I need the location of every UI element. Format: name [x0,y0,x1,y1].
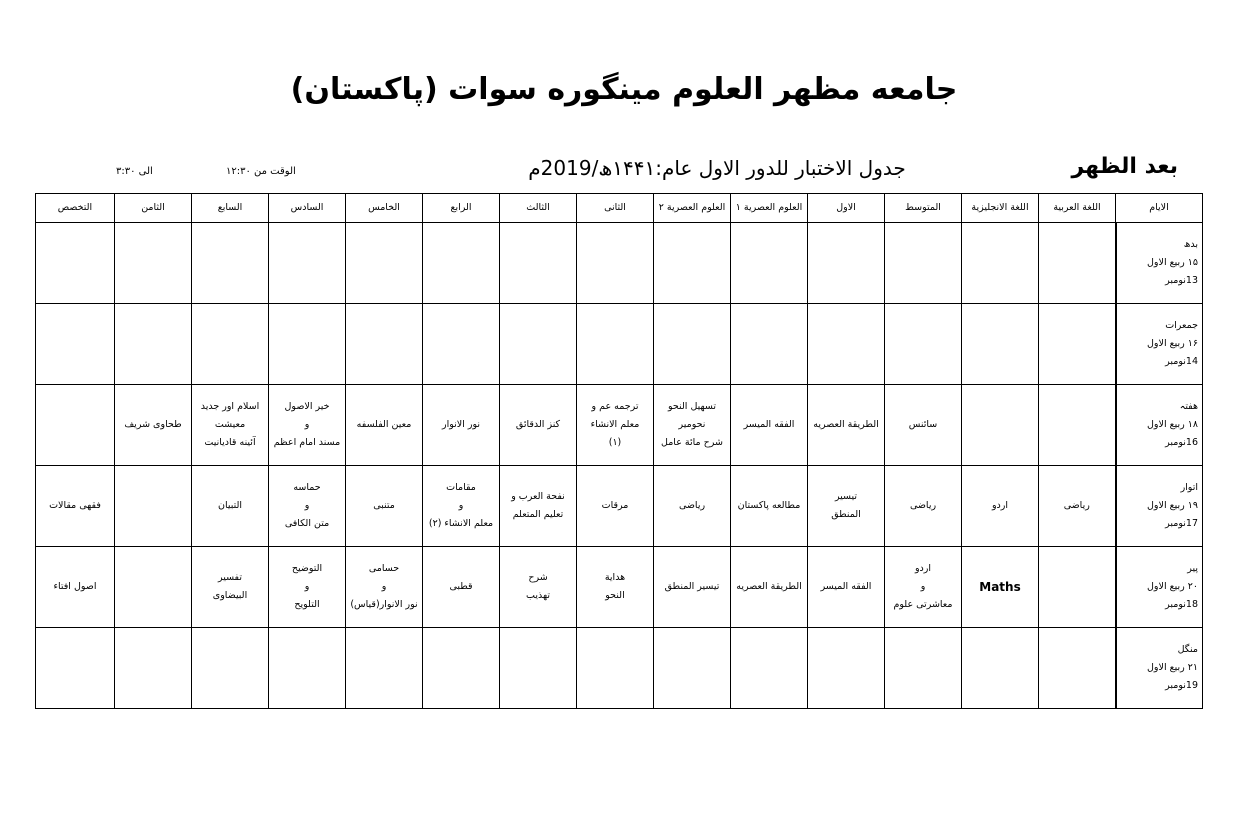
subject-line: تفسير [217,571,243,583]
subject-cell [500,304,577,385]
subject-cell [885,223,962,304]
subject-cell [36,466,115,547]
subject-line: و [920,580,926,592]
day-cell [1116,304,1203,385]
subject-cell [885,385,962,466]
subject-line: Maths [979,579,1021,594]
subject-cell [808,628,885,709]
column-header: الایام [1116,194,1203,223]
table-row [36,385,1203,466]
subject-line: نور الانوار [442,418,480,430]
subject-line: حماسه [293,481,321,493]
subject-cell [500,385,577,466]
subject-cell [269,385,346,466]
subject-line: اصول افتاء [53,580,97,592]
subject-cell [731,547,808,628]
day-line: ھفتہ [1179,400,1198,412]
subject-cell [500,547,577,628]
subject-cell [577,223,654,304]
subject-cell [731,385,808,466]
time-from: الوقت من ۱۲:۳۰ [226,166,296,177]
subject-line: الفقه الميسر [743,418,795,430]
subject-cell [115,466,192,547]
subject-line: حسامی [368,562,400,574]
subject-cell [962,223,1039,304]
subject-cell [654,547,731,628]
subject-cell [731,304,808,385]
subject-cell [808,466,885,547]
day-line: ۱۵ ربیع الاول [1147,256,1198,268]
subject-line: تسهيل النحو [667,400,717,412]
subject-cell [1039,628,1116,709]
day-line: 14نومبر [1165,356,1198,368]
subject-line: التبيان [217,499,242,511]
subject-cell [1039,385,1116,466]
subject-cell [808,547,885,628]
subject-cell [423,547,500,628]
subject-line: كنز الدقائق [515,418,561,430]
subject-cell [346,223,423,304]
column-header: المتوسط [885,194,962,223]
subject-line: معاشرتی علوم [893,599,953,611]
subject-line: مقامات [446,481,476,493]
subject-line: نفحة العرب و [511,490,565,502]
subject-cell [654,628,731,709]
day-line: ۱۹ ربیع الاول [1147,499,1198,511]
subject-cell [346,628,423,709]
day-cell [1116,628,1203,709]
subject-cell [731,466,808,547]
subject-line: الفقه الميسر [820,580,872,592]
schedule-title: جدول الاختبار للدور الاول عام:۱۴۴۱ھ/2019م [528,156,906,180]
column-header: السادس [269,194,346,223]
subject-cell [500,223,577,304]
subject-line: هداية [604,571,626,583]
subject-line: رياضی [909,499,937,511]
subject-cell [423,385,500,466]
column-header: اللغة العربية [1039,194,1116,223]
subject-cell [115,547,192,628]
subject-cell [654,223,731,304]
subject-line: مطالعه پاکستان [737,499,801,511]
subject-line: الطريقة العصريه [813,418,879,430]
column-header: الثانی [577,194,654,223]
subject-cell [115,304,192,385]
subject-line: اردو [991,499,1009,511]
subject-cell [269,466,346,547]
subject-cell [192,385,269,466]
subject-line: تهذيب [526,590,550,601]
table-row [36,304,1203,385]
subject-line: طحاوی شریف [124,418,182,430]
column-header: العلوم العصرية ۲ [654,194,731,223]
subject-cell [115,385,192,466]
subject-cell [962,466,1039,547]
subject-cell [423,466,500,547]
subject-line: نور الانوار(قياس) [350,599,418,611]
subject-cell [731,223,808,304]
session-label: بعد الظهر [1071,154,1178,179]
subject-line: مرقات [601,499,629,511]
column-header: الثالث [500,194,577,223]
subject-line: فقهی مقالات [49,499,101,511]
day-line: 17نومبر [1165,518,1198,530]
subject-cell [962,547,1039,628]
subject-line: و [304,580,310,592]
subject-line: ترجمه عم و [591,400,639,412]
subject-cell [423,628,500,709]
subject-cell [654,466,731,547]
day-line: بدھ [1183,238,1198,250]
subject-cell [577,628,654,709]
column-header: الرابع [423,194,500,223]
table-row [36,547,1203,628]
exam-schedule-table [35,193,1203,709]
subject-line: نحومير [678,418,706,430]
subject-line: و [458,499,464,511]
subject-cell [36,304,115,385]
subject-line: تيسير [834,490,858,502]
day-line: ۲۱ ربیع الاول [1147,661,1198,673]
subject-line: شرح [528,571,548,583]
day-line: ۱۸ ربیع الاول [1147,418,1198,430]
subject-cell [423,304,500,385]
subject-line: معيشت [214,418,246,430]
table-row [36,628,1203,709]
subject-cell [346,304,423,385]
day-line: 19نومبر [1165,680,1198,692]
subject-cell [1039,547,1116,628]
subject-cell [808,385,885,466]
subject-cell [269,628,346,709]
subject-line: النحو [605,590,625,601]
subject-line: متن الكافی [284,518,330,530]
day-line: 18نومبر [1165,599,1198,611]
column-header: الثامن [115,194,192,223]
page-title: جامعه مظهر العلوم مینگوره سوات (پاکستان) [290,72,958,107]
day-cell [1116,466,1203,547]
subject-cell [1039,223,1116,304]
subject-cell [269,304,346,385]
column-header: الاول [808,194,885,223]
subject-line: التلويح [294,599,320,611]
subject-line: رياضی [1063,499,1090,511]
subject-cell [962,628,1039,709]
subject-cell [1039,466,1116,547]
subject-cell [192,304,269,385]
table-row [36,223,1203,304]
subject-line: اسلام اور جديد [200,400,260,412]
subject-line: تعليم المتعلم [512,509,564,520]
subject-cell [115,628,192,709]
subject-cell [192,547,269,628]
subject-line: متنبی [373,499,395,511]
subject-line: تيسير المنطق [664,580,720,592]
column-header: اللغة الانجليزية [962,194,1039,223]
subject-cell [577,547,654,628]
subject-cell [269,547,346,628]
subject-line: التوضيح [291,562,323,574]
subject-cell [36,547,115,628]
table-row [36,466,1203,547]
subject-cell [192,223,269,304]
subject-line: خير الاصول [284,400,330,412]
subject-cell [269,223,346,304]
subject-cell [36,385,115,466]
subject-cell [962,385,1039,466]
subject-cell [885,628,962,709]
table-body [36,223,1203,709]
day-line: اتوار [1180,481,1198,493]
subject-cell [885,304,962,385]
subject-cell [423,223,500,304]
subject-cell [36,223,115,304]
day-line: ۲۰ ربیع الاول [1147,580,1198,592]
subject-line: المنطق [831,509,861,520]
day-line: جمعرات [1165,319,1198,331]
subject-cell [36,628,115,709]
subject-line: معين الفلسفه [356,418,412,430]
time-to: الی ۳:۳۰ [116,166,153,177]
subject-line: و [304,499,310,511]
subject-cell [192,628,269,709]
subject-cell [192,466,269,547]
subject-cell [346,547,423,628]
subject-cell [577,304,654,385]
subject-cell [346,466,423,547]
subject-cell [1039,304,1116,385]
subject-cell [500,466,577,547]
subject-cell [577,466,654,547]
day-line: پیر [1187,562,1198,574]
subject-line: شرح مائة عامل [661,437,723,449]
subject-line: اردو [914,562,932,574]
subject-line: آئينه قاديانيت [204,437,256,449]
header-row [36,194,1203,223]
subject-cell [808,223,885,304]
column-header: السابع [192,194,269,223]
subject-line: معلم الانشاء (۲) [428,518,494,530]
subject-cell [808,304,885,385]
subject-line: مسند امام اعظم [273,437,341,449]
subject-cell [885,547,962,628]
day-line: منگل [1177,643,1198,655]
subject-cell [654,385,731,466]
subject-line: معلم الانشاء [590,418,640,430]
day-line: ۱۶ ربیع الاول [1147,337,1198,349]
subject-cell [654,304,731,385]
subject-line: البيضاوی [212,590,248,601]
column-header: التخصص [36,194,115,223]
subject-cell [346,385,423,466]
subject-line: و [381,580,387,592]
subject-cell [577,385,654,466]
subject-line: رياضی [678,499,706,511]
subject-cell [962,304,1039,385]
subject-cell [885,466,962,547]
subject-cell [731,628,808,709]
subject-line: و [304,418,310,430]
subject-cell [115,223,192,304]
subject-line: سائنس [908,418,938,430]
subject-line: (۱) [608,437,622,449]
subject-line: قطبی [449,580,473,592]
subject-line: الطريقة العصريه [736,580,802,592]
subject-cell [500,628,577,709]
column-header: الخامس [346,194,423,223]
day-cell [1116,547,1203,628]
day-cell [1116,385,1203,466]
column-header: العلوم العصرية ۱ [731,194,808,223]
day-line: 13نومبر [1165,275,1198,287]
day-line: 16نومبر [1165,437,1198,449]
day-cell [1116,223,1203,304]
